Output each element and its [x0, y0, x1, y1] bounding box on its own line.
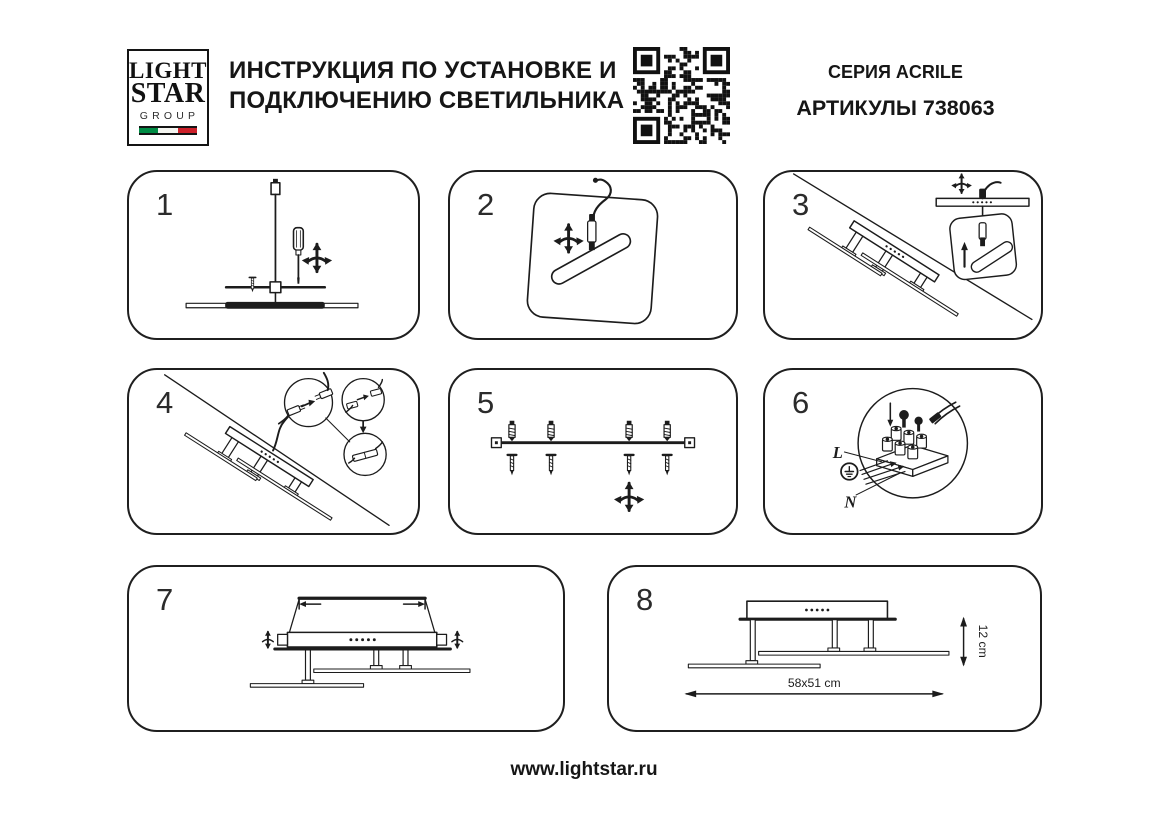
step-panel-4: [127, 368, 420, 535]
inset-link-arrow: [360, 422, 367, 434]
page-title: [229, 56, 649, 117]
wall-anchors: [509, 421, 670, 441]
mounted-fixture: [688, 601, 949, 668]
step-7-number: 7: [156, 582, 174, 617]
step-8-number: 8: [636, 582, 654, 617]
step-3-illustration: [765, 172, 1041, 338]
logo-light: LIGHT: [129, 57, 207, 83]
series-name: СЕРИЯ ACRILE: [828, 62, 963, 82]
mounting-bar: [226, 277, 325, 302]
step-panel-5: [448, 368, 738, 535]
italian-flag-stripe: [139, 126, 197, 135]
website-url: www.lightstar.ru: [510, 759, 658, 780]
label-l: L: [832, 442, 843, 462]
label-n: N: [844, 492, 857, 512]
step-7-illustration: [129, 567, 563, 730]
ground-icon: [841, 463, 858, 480]
flag-white: [158, 128, 177, 133]
outgoing-cable: [929, 402, 960, 424]
step-panel-2: [448, 170, 738, 340]
move-arrows-icon: [951, 173, 972, 194]
flag-green: [139, 128, 158, 133]
step-4-illustration: [129, 370, 418, 533]
lamp-blade: [186, 302, 358, 309]
step-4-number: 4: [156, 385, 174, 420]
terminal-screws: [899, 410, 923, 432]
series-block: [768, 62, 1023, 121]
step-panel-8: [607, 565, 1042, 732]
guide-line-right: [425, 599, 435, 632]
step-panel-6: [763, 368, 1043, 535]
fixture-diagonal: [808, 202, 970, 322]
logo-group: GROUP: [139, 110, 200, 123]
step-panel-3: [763, 170, 1043, 340]
step-1-number: 1: [156, 187, 174, 222]
step-6-illustration: [765, 370, 1041, 533]
terminal-block: [877, 426, 948, 476]
move-arrows-icon: [614, 482, 644, 512]
rods-and-blades: [250, 650, 470, 687]
screwdriver: [294, 228, 304, 284]
guide-line-left: [289, 599, 299, 632]
step-2-number: 2: [477, 187, 495, 222]
fixture-diagonal: [185, 409, 344, 526]
height-dimension-label: 12 cm: [976, 624, 991, 658]
insert-arrow: [887, 403, 893, 426]
height-dimension: [960, 617, 990, 667]
article-number: АРТИКУЛЫ 738063: [796, 96, 995, 120]
connector-inset-b: [342, 379, 384, 421]
mounting-bar: [491, 438, 694, 448]
qr-code: [633, 47, 730, 144]
label-l-leader: [844, 452, 881, 462]
inset-link-line: [326, 418, 350, 442]
title-line-1: ИНСТРУКЦИЯ ПО УСТАНОВКЕ И: [229, 57, 617, 84]
flag-red: [178, 128, 197, 133]
width-dimension-label: 58x51 cm: [787, 676, 841, 691]
inset-lamp-plate: [949, 213, 1018, 281]
canopy: [263, 630, 463, 649]
label-n-leader: [856, 473, 899, 494]
step-5-illustration: [450, 370, 736, 533]
step-5-number: 5: [477, 385, 495, 420]
step-3-number: 3: [792, 187, 810, 222]
lightstar-logo: [127, 49, 209, 146]
step-8-illustration: [609, 567, 1040, 730]
title-line-2: ПОДКЛЮЧЕНИЮ СВЕТИЛЬНИКА: [229, 87, 625, 115]
step-2-illustration: [450, 172, 736, 338]
step-panel-7: [127, 565, 565, 732]
step-6-number: 6: [792, 385, 810, 420]
screws: [508, 455, 672, 475]
hanger-rod: [271, 179, 280, 282]
step-1-illustration: [129, 172, 418, 338]
move-arrows-icon: [302, 243, 332, 273]
ceiling-bracket: [299, 598, 425, 609]
step-panel-1: [127, 170, 420, 340]
width-dimension: [684, 676, 944, 697]
logo-star: STAR: [130, 77, 206, 109]
connector-inset-c: [344, 433, 386, 475]
